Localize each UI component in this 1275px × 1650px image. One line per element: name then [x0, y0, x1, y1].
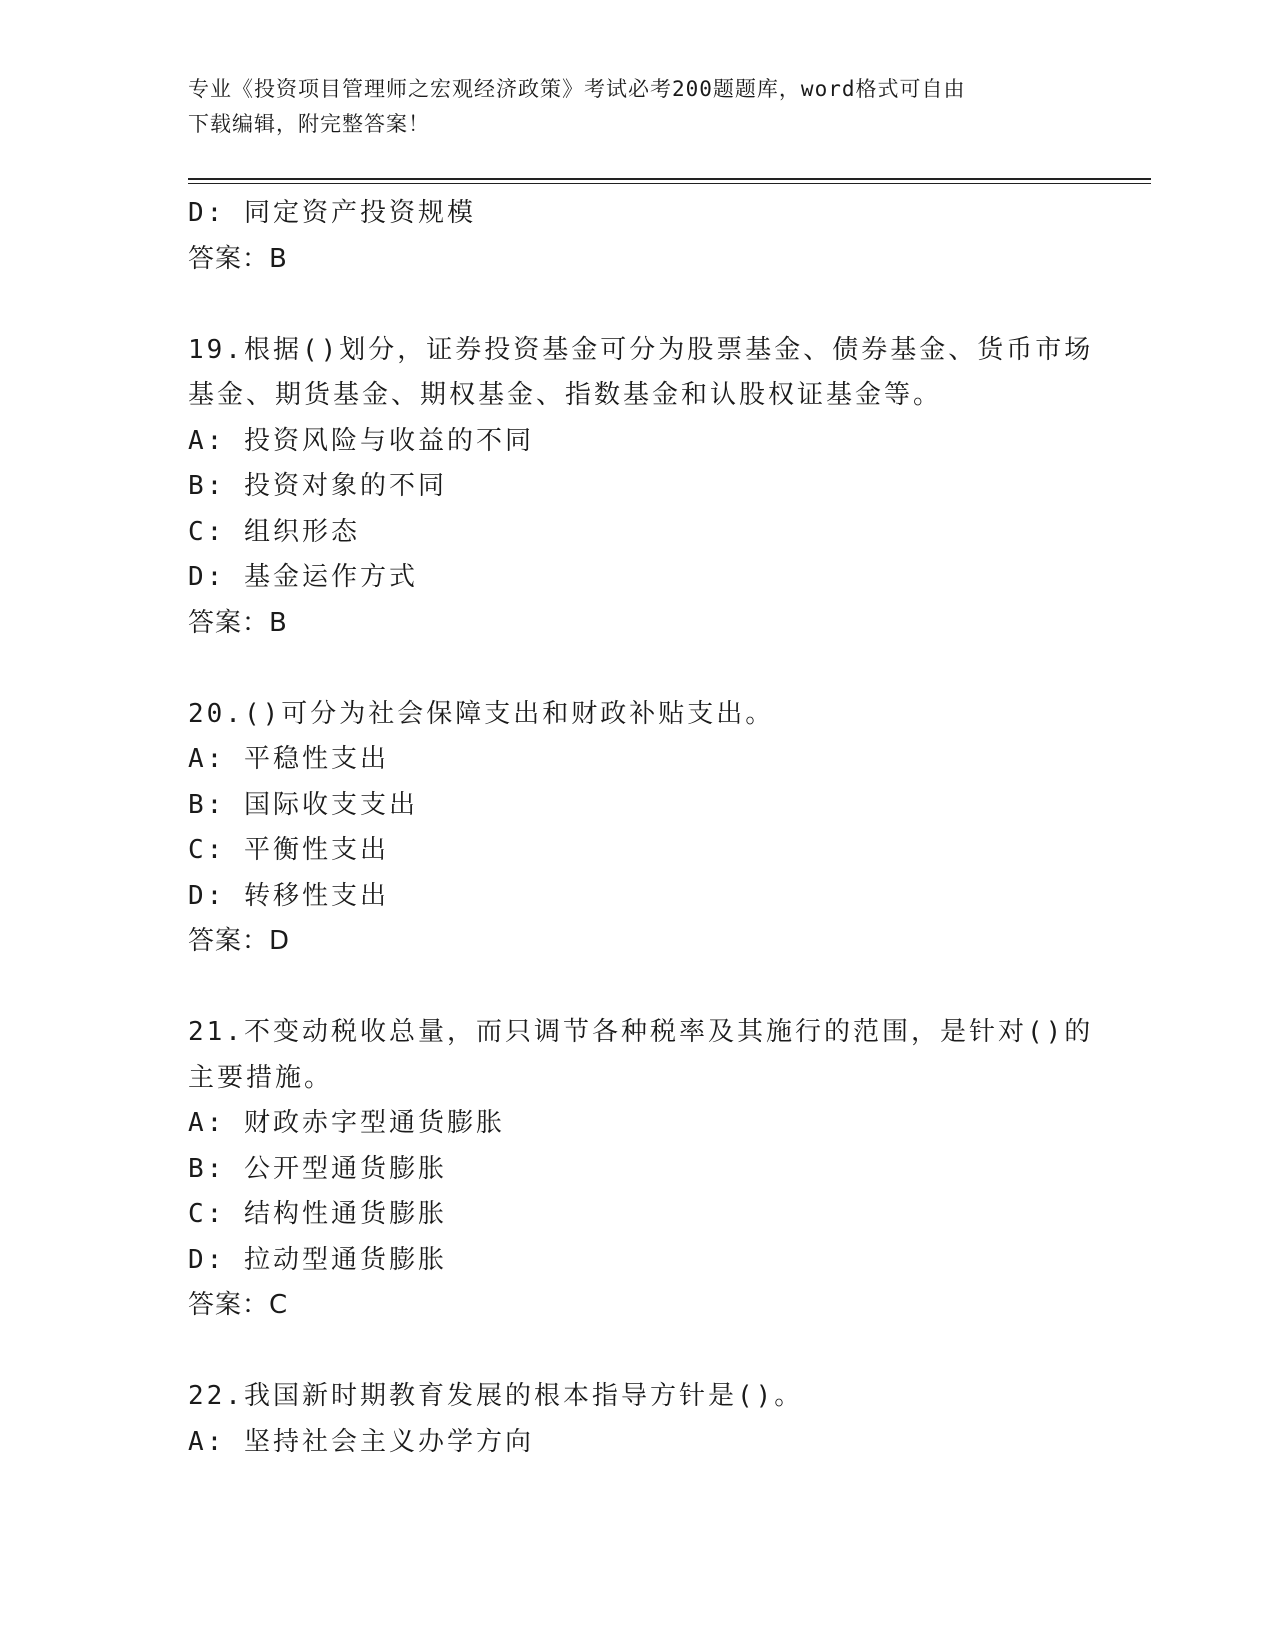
question-20: [188, 692, 1088, 965]
option-b: B: 国际收支支出: [188, 789, 418, 820]
option-c: C: 组织形态: [188, 516, 360, 547]
header-line-1: 专业《投资项目管理师之宏观经济政策》考试必考200题题库，word格式可自由: [188, 77, 966, 101]
header-divider-thin: [188, 183, 1151, 184]
option-a: A: 投资风险与收益的不同: [188, 425, 534, 456]
header-divider-thick: [188, 178, 1151, 180]
option-d: D: 同定资产投资规模: [188, 198, 476, 228]
question-stem: 19.根据()划分，证券投资基金可分为股票基金、债券基金、货币市场: [188, 334, 1094, 365]
header-line-2: 下载编辑，附完整答案！: [188, 112, 430, 136]
question-18-tail: [188, 191, 1088, 282]
question-19: [188, 328, 1094, 647]
answer: 答案：B: [188, 607, 288, 638]
option-b: B: 投资对象的不同: [188, 471, 447, 501]
option-b: B: 公开型通货膨胀: [188, 1153, 447, 1184]
option-a: A: 坚持社会主义办学方向: [188, 1426, 534, 1457]
question-22: [188, 1374, 1088, 1465]
question-stem: 20.()可分为社会保障支出和财政补贴支出。: [188, 698, 775, 729]
option-a: A: 平稳性支出: [188, 744, 389, 774]
spacer: [188, 282, 1088, 328]
spacer: [188, 1329, 1088, 1375]
option-d: D: 转移性支出: [188, 880, 389, 911]
question-21: [188, 1010, 1094, 1329]
option-d: D: 拉动型通货膨胀: [188, 1244, 447, 1275]
question-stem: 22.我国新时期教育发展的根本指导方针是()。: [188, 1381, 804, 1411]
spacer: [188, 646, 1088, 692]
question-list: [188, 191, 1094, 1465]
option-a: A: 财政赤字型通货膨胀: [188, 1108, 505, 1138]
question-stem: 基金、期货基金、期权基金、指数基金和认股权证基金等。: [188, 380, 943, 410]
answer: 答案：C: [188, 1290, 289, 1320]
document-header: [188, 72, 1088, 142]
question-stem: 21.不变动税收总量，而只调节各种税率及其施行的范围，是针对()的: [188, 1017, 1094, 1047]
option-c: C: 平衡性支出: [188, 835, 389, 865]
spacer: [188, 965, 1088, 1011]
question-stem: 主要措施。: [188, 1062, 334, 1093]
option-d: D: 基金运作方式: [188, 562, 418, 592]
option-c: C: 结构性通货膨胀: [188, 1199, 447, 1229]
answer: 答案：B: [188, 243, 288, 274]
answer: 答案：D: [188, 926, 291, 956]
